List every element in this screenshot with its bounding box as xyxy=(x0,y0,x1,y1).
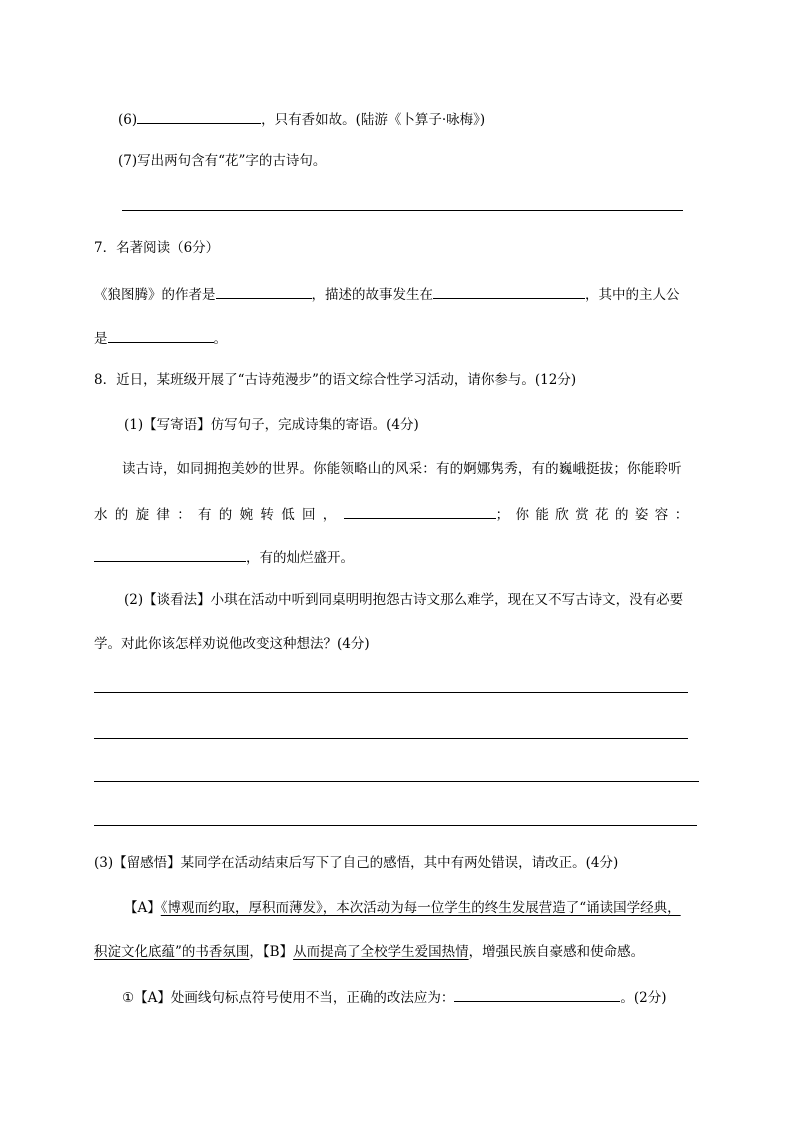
author-blank[interactable] xyxy=(216,283,312,299)
q6-line6-number: (6) xyxy=(118,112,138,128)
answer-line[interactable] xyxy=(94,825,697,826)
answer-line[interactable] xyxy=(94,738,688,739)
q7-paragraph-line2 xyxy=(94,327,227,349)
q7-heading: 7．名著阅读（6分） xyxy=(94,240,220,256)
protagonist-blank[interactable] xyxy=(108,327,214,343)
q6-line6 xyxy=(118,108,485,130)
q8-sub2-text1: (2)【谈看法】小琪在活动中听到同桌明明抱怨古诗文那么难学，现在又不写古诗文，没有必要 xyxy=(124,592,684,608)
q8-sub3-title: (3)【留感悟】某同学在活动结束后写下了自己的感悟，其中有两处错误，请改正。(4分) xyxy=(94,855,619,871)
q8-sub3-q1-text: ①【A】处画线句标点符号使用不当，正确的改法应为： xyxy=(122,990,455,1006)
q8-sub2-text2: 学。对此你该怎样劝说他改变这种想法？(4分) xyxy=(94,636,370,652)
q7-text: 。 xyxy=(213,331,227,347)
q7-paragraph-line1 xyxy=(94,283,680,305)
flower-blank[interactable] xyxy=(94,546,246,562)
underlined-sentence-a: 积淀文化底蕴”的书香氛围 xyxy=(94,944,250,960)
punctuation-fix-blank[interactable] xyxy=(454,986,620,1002)
q8-sub3-passage2 xyxy=(94,942,644,962)
q8-sub3-q1-tail: 。(2分) xyxy=(620,990,667,1006)
water-blank[interactable] xyxy=(344,503,496,519)
q8-sub1-text2 xyxy=(94,503,695,525)
q7-text: ，其中的主人公 xyxy=(585,287,680,303)
marker-b: ，【B】 xyxy=(249,944,294,960)
answer-line[interactable] xyxy=(94,781,699,782)
setting-blank[interactable] xyxy=(433,283,585,299)
q8-sub1-text: 水的旋律：有的婉转低回， xyxy=(94,507,344,523)
q8-sub3-passage1 xyxy=(124,898,681,918)
q8-sub1-text3 xyxy=(94,546,354,568)
underlined-sentence-b: 从而提高了全校学生爱国热情 xyxy=(293,944,469,960)
q7-text: 是 xyxy=(94,331,108,347)
passage-tail: ，增强民族自豪感和使命感。 xyxy=(468,944,645,960)
q6-line6-text: ，只有香如故。(陆游《卜算子·咏梅》) xyxy=(261,112,486,128)
q8-sub1-text: ；你能欣赏花的姿容： xyxy=(495,507,695,523)
q8-sub1-title: (1)【写寄语】仿写句子，完成诗集的寄语。(4分) xyxy=(124,417,419,433)
q7-text: ，描述的故事发生在 xyxy=(311,287,433,303)
q8-sub3-q1 xyxy=(122,986,666,1008)
answer-line[interactable] xyxy=(94,692,688,693)
q7-text: 《狼图腾》的作者是 xyxy=(94,287,216,303)
q6-line7: (7)写出两句含有“花”字的古诗句。 xyxy=(118,153,327,169)
q8-sub1-text: ，有的灿烂盛开。 xyxy=(246,550,354,566)
q8-sub1-text1: 读古诗，如同拥抱美妙的世界。你能领略山的风采：有的婀娜隽秀，有的巍峨挺拔；你能聆听 xyxy=(122,461,682,477)
answer-line[interactable] xyxy=(122,210,683,211)
underlined-sentence-a: 《博观而约取，厚积而薄发》，本次活动为每一位学生的终生发展营造了“诵读国学经典， xyxy=(160,900,681,916)
marker-a: 【A】 xyxy=(124,900,161,916)
answer-blank[interactable] xyxy=(137,108,261,124)
q8-heading: 8．近日，某班级开展了“古诗苑漫步”的语文综合性学习活动，请你参与。(12分) xyxy=(94,372,577,388)
